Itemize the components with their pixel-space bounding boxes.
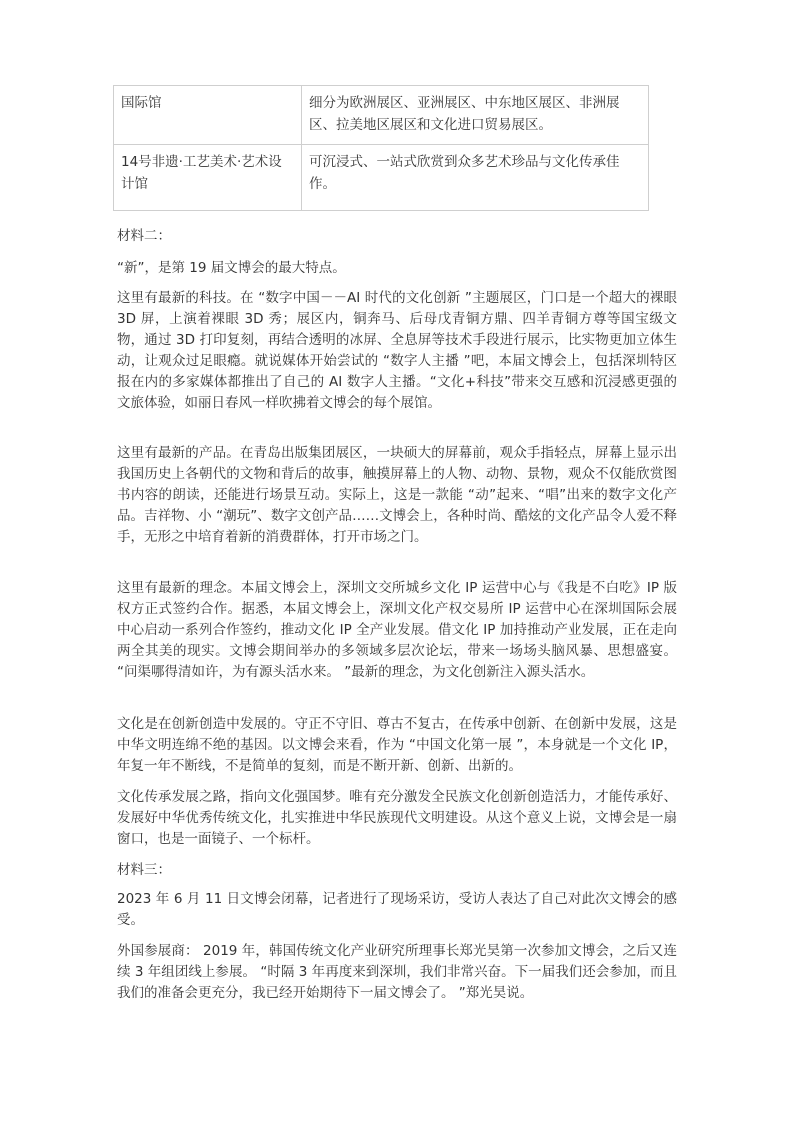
hall-description-cell: 细分为欧洲展区、亚洲展区、中东地区展区、非洲展区、拉美地区展区和文化进口贸易展区。 <box>302 86 649 145</box>
paragraph: 这里有最新的产品。在青岛出版集团展区，一块硕大的屏幕前，观众手指轻点，屏幕上显示出我国历史上各朝代的文物和背后的故事，触摸屏幕上的人物、动物、景物，观众不仅能欣赏图书内容的朗读，还能进行场景互动。实际上，这是一款能 “动”起来、“唱”出来的数字文化产品。吉祥物、小 “潮玩”、数字文创产品……文博会上，各种时尚、酷炫的文化产品令人爱不释手，无形之中培育着新的消费群体，打开市场之门。 <box>117 445 677 545</box>
paragraph: 2023 年 6 月 11 日文博会闭幕，记者进行了现场采访，受访人表达了自己对此次文博会的感受。 <box>117 891 677 928</box>
paragraph: 文化传承发展之路，指向文化强国梦。唯有充分激发全民族文化创新创造活力，才能传承好、发展好中华优秀传统文化，扎实推进中华民族现代文明建设。从这个意义上说，文博会是一扇窗口，也是一面镜子、一个标杆。 <box>117 789 677 847</box>
paragraph: 这里有最新的理念。本届文博会上，深圳文交所城乡文化 IP 运营中心与《我是不白吃》IP 版权方正式签约合作。据悉，本届文博会上，深圳文化产权交易所 IP 运营中心在深圳国际会展中心启动一系列合作签约，推动文化 IP 全产业发展。借文化 IP 加持推动产业发展，正在走向两全其美的现实。文博会期间举办的多领域多层次论坛，带来一场场头脑风暴、思想盛宴。 “问渠哪得清如许，为有源头活水来。 ”最新的理念，为文化创新注入源头活水。 <box>117 580 677 680</box>
paragraph: 文化是在创新创造中发展的。守正不守旧、尊古不复古，在传承中创新、在创新中发展，这是中华文明连绵不绝的基因。以文博会来看，作为 “中国文化第一展 ”，本身就是一个文化 IP，年复一年不断线，不是简单的复刻，而是不断开新、创新、出新的。 <box>117 716 677 774</box>
table-row <box>114 86 649 145</box>
hall-name-cell: 国际馆 <box>114 86 302 145</box>
paragraph: “新”，是第 19 届文博会的最大特点。 <box>117 260 346 276</box>
paragraph: 这里有最新的科技。在 “数字中国－－AI 时代的文化创新 ”主题展区，门口是一个超大的裸眼 3D 屏，上演着裸眼 3D 秀；展区内，铜奔马、后母戊青铜方鼎、四羊青铜方尊等国宝级文物，通过 3D 打印复刻，再结合透明的冰屏、全息屏等技术手段进行展示，比实物更加立体生动，让观众过足眼瘾。就说媒体开始尝试的 “数字人主播 ”吧，本届文博会上，包括深圳特区报在内的多家媒体都推出了自己的 AI 数字人主播。“文化+科技”带来交互感和沉浸感更强的文旅体验，如丽日春风一样吹拂着文博会的每个展馆。 <box>117 290 677 411</box>
table-row <box>114 145 649 211</box>
section-heading-material-2: 材料二： <box>117 228 171 244</box>
paragraph: 外国参展商： 2019 年，韩国传统文化产业研究所理事长郑光昊第一次参加文博会，之后又连续 3 年组团线上参展。 “时隔 3 年再度来到深圳，我们非常兴奋。下一届我们还会参加，而且我们的准备会更充分，我已经开始期待下一届文博会了。 ”郑光昊说。 <box>117 943 677 1001</box>
section-heading-material-3: 材料三： <box>117 862 171 878</box>
exhibition-hall-table <box>113 85 649 211</box>
hall-name-cell: 14号非遗·工艺美术·艺术设计馆 <box>114 145 302 211</box>
hall-description-cell: 可沉浸式、一站式欣赏到众多艺术珍品与文化传承佳作。 <box>302 145 649 211</box>
